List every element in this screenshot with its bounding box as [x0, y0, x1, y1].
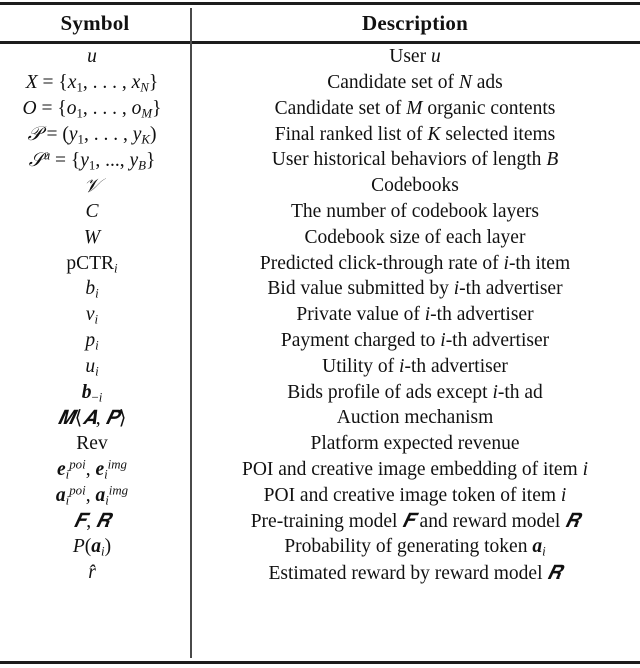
- symbol-cell: r̂: [88, 562, 96, 584]
- symbol-cell: C: [85, 200, 99, 222]
- symbol-cell: 𝒱: [83, 173, 101, 197]
- description-cell: Payment charged to i-th advertiser: [280, 329, 550, 351]
- table-row: [0, 173, 640, 199]
- symbol-cell: $e_i^{poi}$, $e_i^{img}$: [57, 457, 127, 482]
- description-cell: Pre-training model 𝑭 and reward model 𝑹: [250, 508, 580, 532]
- table-row: [0, 225, 640, 251]
- description-cell: Candidate set of N ads: [327, 71, 503, 93]
- symbol-cell: $O = \{o_1$, . . . , $o_M$}: [22, 97, 162, 121]
- table-row: [0, 250, 640, 276]
- table-row: [0, 328, 640, 354]
- description-cell: The number of codebook layers: [291, 200, 539, 222]
- description-cell: Bids profile of ads except i-th ad: [287, 381, 543, 403]
- table-row: [0, 70, 640, 96]
- table-row: [0, 431, 640, 457]
- description-cell: Utility of i-th advertiser: [322, 355, 508, 377]
- table-row: [0, 560, 640, 586]
- symbol-cell: 𝒮$^u$ = {$y_1$, ..., $y_B$}: [28, 147, 156, 173]
- description-cell: Probability of generating token $a_i$: [284, 536, 546, 559]
- symbol-cell: W: [83, 226, 101, 248]
- description-cell: User historical behaviors of length B: [271, 149, 559, 171]
- symbol-cell: $p_i$: [85, 329, 99, 353]
- table-row: [0, 121, 640, 147]
- symbol-cell: $P(a_i)$: [72, 536, 112, 559]
- description-cell: POI and creative image embedding of item i: [241, 458, 588, 480]
- description-cell: Bid value submitted by i-th advertiser: [267, 278, 563, 300]
- description-cell: Final ranked list of K selected items: [274, 123, 556, 145]
- table-row: [0, 276, 640, 302]
- table-row: [0, 508, 640, 534]
- description-cell: Estimated reward by reward model 𝑹: [268, 560, 562, 584]
- table-body: [0, 44, 640, 586]
- table-header-row: [0, 5, 640, 41]
- table-row: [0, 534, 640, 560]
- symbol-cell: 𝒫 = ($y_1$, . . . , $y_K$): [27, 122, 157, 147]
- symbol-cell: $a_i^{poi}$, $a_i^{img}$: [55, 483, 129, 508]
- table-row: [0, 457, 640, 483]
- description-cell: Codebook size of each layer: [304, 226, 526, 248]
- symbol-cell: $b_i$: [85, 278, 99, 301]
- table-row: [0, 483, 640, 509]
- table-row: [0, 44, 640, 70]
- description-cell: Predicted click-through rate of i-th item: [259, 252, 571, 274]
- table-row: [0, 199, 640, 225]
- table-row: [0, 379, 640, 405]
- description-cell: Codebooks: [371, 175, 459, 197]
- description-cell: POI and creative image token of item i: [263, 484, 567, 506]
- symbol-cell: Rev: [76, 433, 108, 455]
- symbol-cell: $v_i$: [85, 304, 99, 327]
- table-row: [0, 354, 640, 380]
- description-cell: User u: [389, 46, 441, 68]
- table-row: [0, 96, 640, 122]
- table-row: [0, 405, 640, 431]
- description-cell: Private value of i-th advertiser: [296, 304, 534, 326]
- symbol-cell: $u_i$: [85, 355, 99, 379]
- table-bottom-rule: [0, 661, 640, 664]
- table-row: [0, 147, 640, 173]
- symbol-cell: u: [87, 46, 97, 68]
- symbol-cell: $b_{-i}$: [81, 381, 103, 405]
- column-header-description: Description: [361, 10, 469, 35]
- description-cell: Candidate set of M organic contents: [274, 97, 556, 119]
- symbol-cell: pCTR$_i$: [66, 252, 118, 276]
- description-cell: Platform expected revenue: [310, 433, 520, 455]
- symbol-cell: 𝑴⟨𝑨, 𝑷⟩: [57, 405, 127, 429]
- column-header-symbol: Symbol: [60, 10, 130, 35]
- description-cell: Auction mechanism: [336, 407, 494, 429]
- table-row: [0, 302, 640, 328]
- symbol-cell: $X = \{x_1$, . . . , $x_N$}: [25, 71, 159, 95]
- symbol-cell: 𝑭, 𝑹: [73, 508, 111, 532]
